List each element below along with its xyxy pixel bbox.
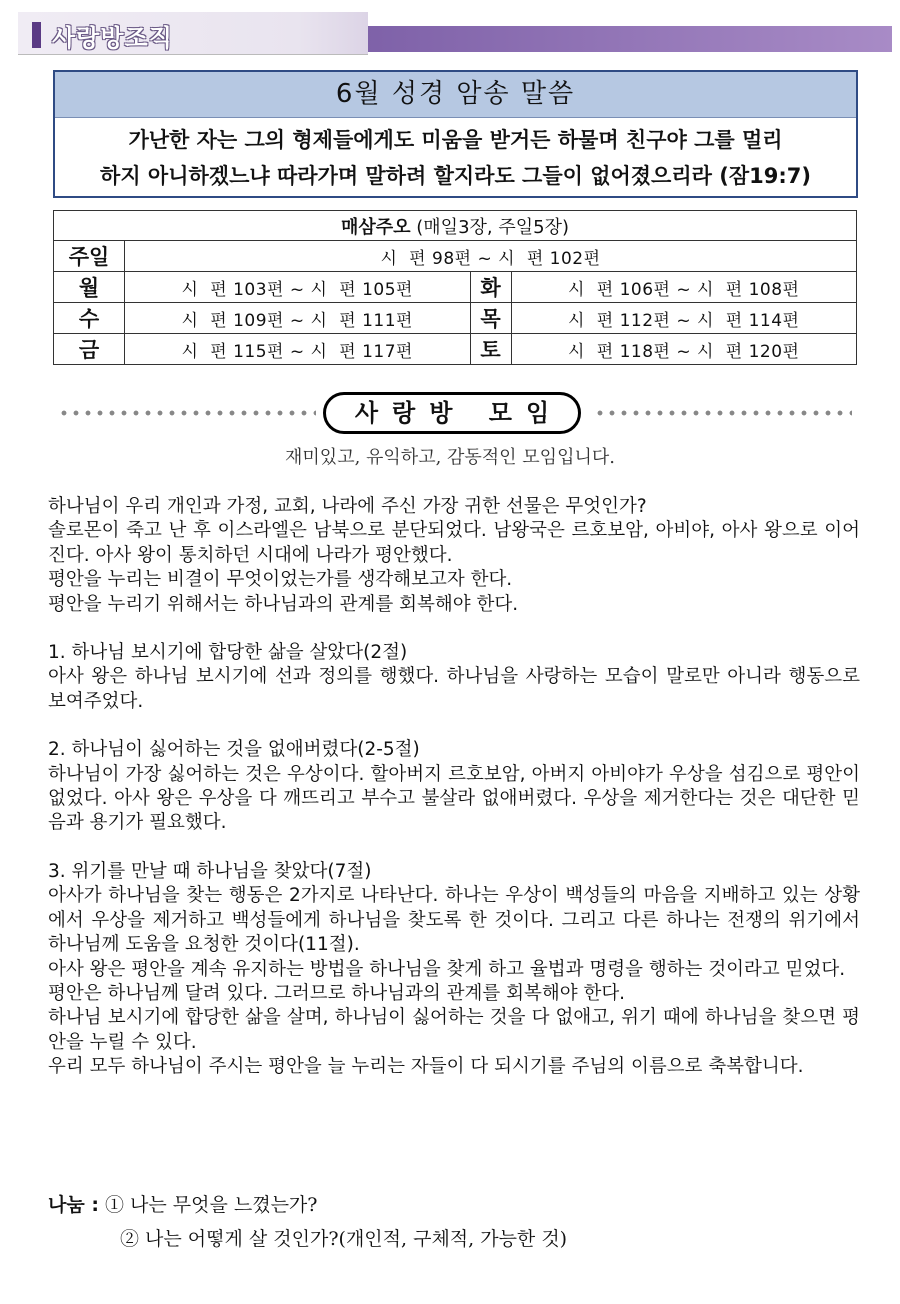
sharing-questions — [48, 1188, 567, 1256]
day-label-sunday: 주일 — [54, 241, 125, 272]
day-label: 화 — [470, 272, 511, 303]
paragraph: 솔로몬이 죽고 난 후 이스라엘은 남북으로 분단되었다. 남왕국은 르호보암, 아비야, 아사 왕으로 이어진다. 아사 왕이 통치하던 시대에 나라가 평안했다. — [48, 520, 860, 566]
sharing-question-2: ② 나는 어떻게 살 것인가?(개인적, 구체적, 가능한 것) — [120, 1228, 568, 1250]
reading-plan-row-sunday — [54, 241, 857, 272]
reading-plan-row — [54, 334, 857, 365]
paragraph: 평안을 누리는 비결이 무엇이었는가를 생각해보고자 한다. — [48, 569, 513, 591]
paragraph: 하나님이 가장 싫어하는 것은 우상이다. 할아버지 르호보암, 아버지 아비야가 우상을 섬김으로 평안이 없었다. 아사 왕은 우상을 다 깨뜨리고 부수고 불살라 없애버렸다. 우상을 제거한다는 것은 대단한 믿음과 용기가 필요했다. — [48, 763, 860, 834]
memory-verse-box — [53, 70, 858, 198]
day-label: 월 — [54, 272, 125, 303]
sharing-label: 나눔 : — [48, 1194, 99, 1216]
paragraph: 하나님이 우리 개인과 가정, 교회, 나라에 주신 가장 귀한 선물은 무엇인가? — [48, 496, 647, 517]
paragraph: 하나님 보시기에 합당한 삶을 살며, 하나님이 싫어하는 것을 다 없애고, 위기 때에 하나님을 찾으면 평안을 누릴 수 있다. — [48, 1007, 860, 1053]
point-heading: 3. 위기를 만날 때 하나님을 찾았다(7절) — [48, 860, 372, 882]
reading-range-sunday: 시 편 98편 ~ 시 편 102편 — [125, 241, 857, 272]
point-heading: 1. 하나님 보시기에 합당한 삶을 살았다(2절) — [48, 642, 408, 664]
reading-plan-name: 매삼주오 — [340, 216, 411, 238]
sermon-body — [48, 495, 860, 1080]
paragraph: 아사 왕은 평안을 계속 유지하는 방법을 하나님을 찾게 하고 율법과 명령을 행하는 것이라고 믿었다. — [48, 958, 846, 980]
day-label: 수 — [54, 303, 125, 334]
memory-verse-line-1: 가난한 자는 그의 형제들에게도 미움을 받거든 하물며 친구야 그를 멀리 — [128, 128, 783, 152]
memory-verse-text — [55, 118, 856, 194]
dotted-divider-right — [594, 409, 852, 417]
memory-verse-line-2: 하지 아니하겠느냐 따라가며 말하려 할지라도 그들이 없어졌으리라 (잠19:7) — [100, 164, 811, 188]
banner-tab — [18, 12, 368, 55]
reading-plan-rule: (매일3장, 주일5장) — [410, 216, 569, 238]
reading-range: 시 편 109편 ~ 시 편 111편 — [125, 303, 471, 334]
paragraph: 평안을 누리기 위해서는 하나님과의 관계를 회복해야 한다. — [48, 593, 519, 615]
reading-plan-caption-row — [54, 211, 857, 241]
paragraph: 우리 모두 하나님이 주시는 평안을 늘 누리는 자들이 다 되시기를 주님의 이름으로 축복합니다. — [48, 1056, 804, 1078]
day-label: 목 — [470, 303, 511, 334]
paragraph: 아사 왕은 하나님 보시기에 선과 정의를 행했다. 하나님을 사랑하는 모습이 말로만 아니라 행동으로 보여주었다. — [48, 666, 860, 712]
reading-range: 시 편 115편 ~ 시 편 117편 — [125, 334, 471, 365]
banner-title: 사랑방조직 — [52, 24, 173, 52]
meeting-section-title: 사랑방 모임 — [323, 392, 581, 434]
day-label: 금 — [54, 334, 125, 365]
reading-plan-row — [54, 303, 857, 334]
reading-plan-row — [54, 272, 857, 303]
reading-range: 시 편 106편 ~ 시 편 108편 — [511, 272, 857, 303]
memory-verse-title: 6월 성경 암송 말씀 — [55, 72, 856, 118]
banner-accent — [32, 22, 41, 48]
meeting-subtitle: 재미있고, 유익하고, 감동적인 모임입니다. — [285, 447, 615, 468]
point-heading: 2. 하나님이 싫어하는 것을 없애버렸다(2-5절) — [48, 739, 420, 761]
sharing-question-1: ① 나는 무엇을 느꼈는가? — [104, 1194, 318, 1216]
reading-plan-caption — [54, 211, 857, 241]
dotted-divider-left — [58, 409, 316, 417]
reading-range: 시 편 103편 ~ 시 편 105편 — [125, 272, 471, 303]
paragraph: 아사가 하나님을 찾는 행동은 2가지로 나타난다. 하나는 우상이 백성들의 마음을 지배하고 있는 상황에서 우상을 제거하고 백성들에게 하나님을 찾도록 한 것이다. 그리고 다른 하나는 전쟁의 위기에서 하나님께 도움을 요청한 것이다(11절). — [48, 885, 860, 956]
reading-range: 시 편 112편 ~ 시 편 114편 — [511, 303, 857, 334]
section-banner — [18, 10, 892, 54]
reading-range: 시 편 118편 ~ 시 편 120편 — [511, 334, 857, 365]
sharing-row-1 — [48, 1188, 567, 1222]
meeting-section-header — [58, 392, 852, 440]
paragraph: 평안은 하나님께 달려 있다. 그러므로 하나님과의 관계를 회복해야 한다. — [48, 982, 626, 1004]
reading-plan-table — [53, 210, 857, 365]
day-label: 토 — [470, 334, 511, 365]
